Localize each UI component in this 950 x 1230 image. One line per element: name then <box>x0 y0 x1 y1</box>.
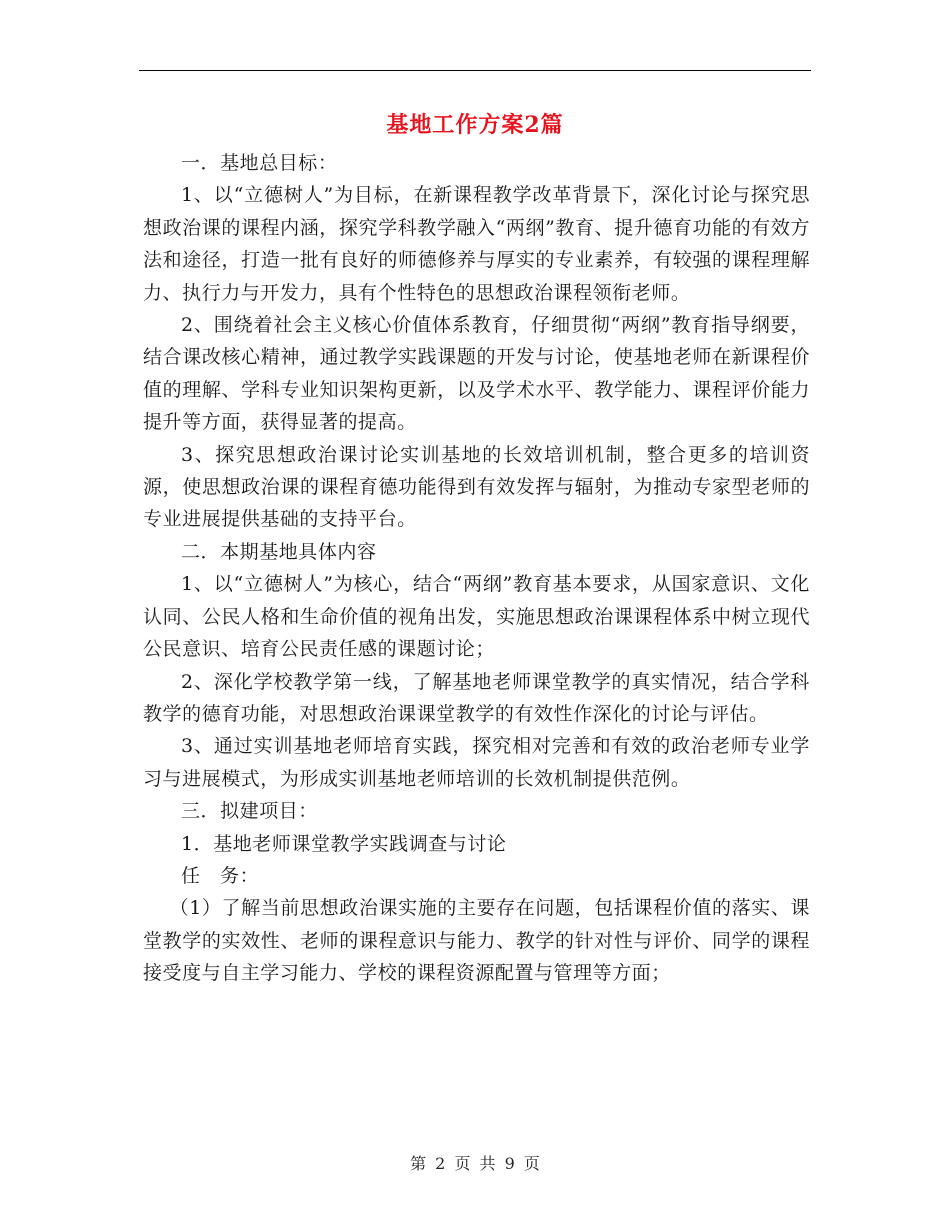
content-paragraph-1: 1、以“立德树人”为核心，结合“两纲”教育基本要求，从国家意识、文化认同、公民人格和生命价值的视角出发，实施思想政治课课程体系中树立现代公民意识、培育公民责任感的课题讨论； <box>143 573 810 661</box>
goal-paragraph-3: 3、探究思想政治课讨论实训基地的长效培训机制，整合更多的培训资源，使思想政治课的课程育德功能得到有效发挥与辐射，为推动专家型老师的专业进展提供基础的支持平台。 <box>143 443 810 531</box>
project-heading-1: 1．基地老师课堂教学实践调查与讨论 <box>181 832 507 855</box>
task-label: 任 务： <box>181 864 260 887</box>
page-number: 第 2 页 共 9 页 <box>410 1154 540 1173</box>
content-paragraph-2: 2、深化学校教学第一线，了解基地老师课堂教学的真实情况，结合学科教学的德育功能，对思想政治课课堂教学的有效性作深化的讨论与评估。 <box>143 670 810 725</box>
content-paragraph-3: 3、通过实训基地老师培育实践，探究相对完善和有效的政治老师专业学习与进展模式，为形成实训基地老师培训的长效机制提供范例。 <box>143 735 810 790</box>
header-rule <box>139 70 811 71</box>
document-title: 基地工作方案2篇 <box>386 112 564 138</box>
goal-paragraph-1: 1、以“立德树人”为目标，在新课程教学改革背景下，深化讨论与探究思想政治课的课程内涵，探究学科教学融入“两纲”教育、提升德育功能的有效方法和途径，打造一批有良好的师德修养与厚实的专业素养，有较强的课程理解力、执行力与开发力，具有个性特色的思想政治课程领衔老师。 <box>143 184 810 304</box>
goal-paragraph-2: 2、围绕着社会主义核心价值体系教育，仔细贯彻“两纲”教育指导纲要，结合课改核心精神，通过教学实践课题的开发与讨论，使基地老师在新课程价值的理解、学科专业知识架构更新，以及学术水平、教学能力、课程评价能力提升等方面，获得显著的提高。 <box>143 314 810 434</box>
section-heading-content: 二．本期基地具体内容 <box>181 540 377 563</box>
document-body <box>143 147 810 990</box>
section-heading-goals: 一．基地总目标： <box>181 152 338 174</box>
task-item-1: （1）了解当前思想政治课实施的主要存在问题，包括课程价值的落实、课堂教学的实效性、老师的课程意识与能力、教学的针对性与评价、同学的课程接受度与自主学习能力、学校的课程资源配置与管理等方面； <box>143 897 810 985</box>
section-heading-projects: 三．拟建项目： <box>181 800 318 823</box>
